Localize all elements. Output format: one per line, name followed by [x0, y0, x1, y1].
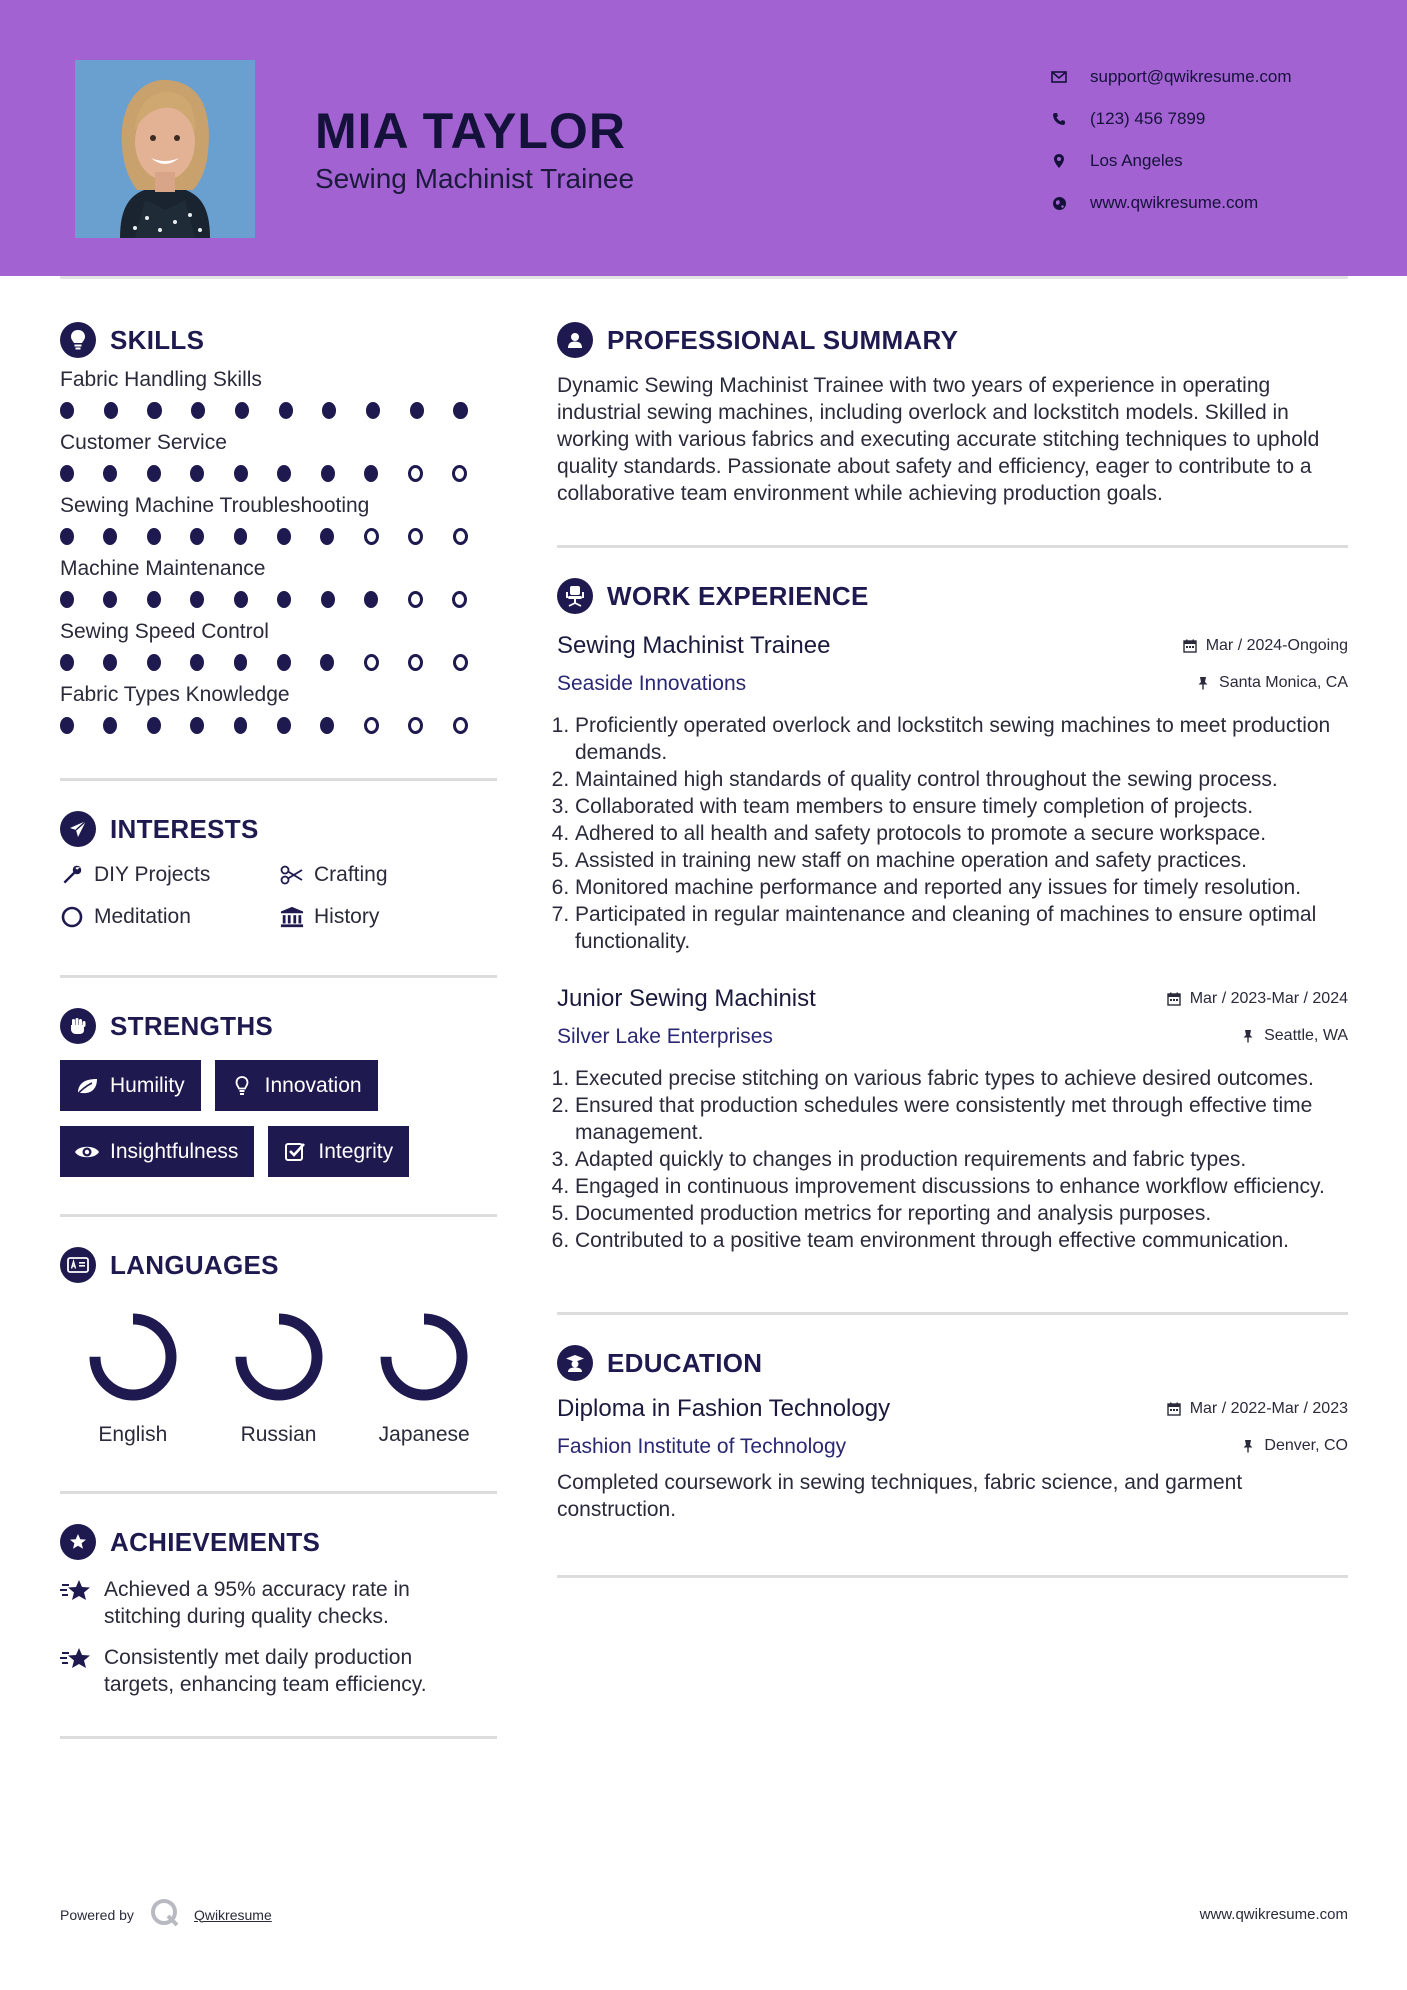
- education-dates-text: Mar / 2022-Mar / 2023: [1189, 1400, 1348, 1417]
- language-level-ring: [233, 1311, 325, 1403]
- duty-item: 5. Documented production metrics for reporting and analysis purposes.: [575, 1200, 1348, 1227]
- job-dates: [1182, 637, 1348, 655]
- rating-dot-filled: [234, 654, 248, 671]
- achievements-section: [60, 1522, 497, 1698]
- fist-icon: [60, 1008, 96, 1044]
- rating-dot-filled: [453, 402, 467, 419]
- skill-item: [60, 431, 497, 482]
- skill-rating: [60, 528, 497, 545]
- language-item: [351, 1311, 497, 1447]
- language-level-arc: [95, 1319, 171, 1395]
- rating-dot-filled: [147, 465, 161, 482]
- rating-dot-empty: [408, 465, 423, 482]
- education-location-text: Denver, CO: [1264, 1437, 1348, 1454]
- skill-name: Sewing Machine Troubleshooting: [60, 494, 370, 517]
- job-duties: [557, 712, 1348, 955]
- rating-dot-filled: [320, 654, 334, 671]
- strength-label: Humility: [110, 1073, 185, 1097]
- rating-dot-empty: [364, 717, 379, 734]
- resume-header: [0, 0, 1407, 276]
- duty-item: 6. Monitored machine performance and reported any issues for timely resolution.: [575, 874, 1348, 901]
- skill-rating: [60, 654, 497, 671]
- rating-dot-filled: [277, 528, 291, 545]
- calendar-icon: [1166, 1401, 1182, 1417]
- duty-item: 2. Maintained high standards of quality control throughout the sewing process.: [575, 766, 1348, 793]
- candidate-role: Sewing Machinist Trainee: [315, 163, 635, 194]
- strength-tag: [215, 1060, 378, 1111]
- job-location: [1240, 1027, 1348, 1045]
- language-item: [206, 1311, 352, 1447]
- rating-dot-filled: [147, 654, 161, 671]
- contact-location-text: Los Angeles: [1090, 151, 1183, 170]
- strength-label: Insightfulness: [110, 1139, 239, 1163]
- skill-item: [60, 494, 497, 545]
- duty-item: 5. Assisted in training new staff on machine operation and safety practices.: [575, 847, 1348, 874]
- job-entry: [557, 632, 1348, 955]
- interest-item: [60, 905, 280, 929]
- strength-tags: [60, 1060, 497, 1192]
- rating-dot-filled: [279, 402, 293, 419]
- rating-dot-filled: [364, 591, 378, 608]
- contact-website-text: www.qwikresume.com: [1090, 193, 1259, 212]
- contact-email-text: support@qwikresume.com: [1090, 67, 1292, 86]
- section-divider: [60, 1491, 497, 1494]
- language-level-ring: [378, 1311, 470, 1403]
- leaf-icon: [74, 1075, 100, 1097]
- rating-dot-filled: [234, 717, 248, 734]
- languages-heading: [60, 1245, 497, 1285]
- languages-section: [60, 1245, 497, 1447]
- rating-dot-filled: [103, 717, 117, 734]
- job-title: Sewing Machinist Trainee: [557, 632, 831, 659]
- pushpin-icon: [1195, 675, 1211, 691]
- education-location: [1240, 1437, 1348, 1455]
- education-heading: [557, 1343, 1348, 1383]
- brand-link[interactable]: Qwikresume: [193, 1906, 272, 1923]
- rating-dot-empty: [453, 717, 468, 734]
- footer-website[interactable]: www.qwikresume.com: [1199, 1906, 1348, 1923]
- powered-by-text: Powered by: [60, 1906, 134, 1923]
- rating-dot-filled: [60, 402, 74, 419]
- museum-icon: [280, 905, 304, 929]
- interests-list: [60, 863, 497, 929]
- education-section: [557, 1343, 1348, 1523]
- lightbulb-icon: [229, 1075, 255, 1097]
- qwikresume-logo-icon: [150, 1898, 180, 1931]
- rating-dot-filled: [234, 591, 248, 608]
- school-name: Fashion Institute of Technology: [557, 1435, 847, 1458]
- rating-dot-filled: [366, 402, 380, 419]
- job-dates: [1166, 990, 1348, 1008]
- pushpin-icon: [1240, 1028, 1256, 1044]
- language-name: Japanese: [378, 1423, 470, 1446]
- rating-dot-filled: [147, 717, 161, 734]
- language-level-arc: [241, 1319, 317, 1395]
- language-level-arc: [386, 1319, 462, 1395]
- interests-section: [60, 809, 497, 929]
- education-dates: [1166, 1400, 1348, 1418]
- language-card-icon: [60, 1247, 96, 1283]
- rating-dot-filled: [190, 528, 204, 545]
- rating-dot-filled: [320, 717, 334, 734]
- section-divider: [557, 1312, 1348, 1315]
- job-location-text: Seattle, WA: [1264, 1027, 1348, 1044]
- language-name: English: [98, 1423, 168, 1446]
- phone-icon: [1050, 110, 1068, 128]
- experience-heading: [557, 576, 1348, 616]
- rating-dot-empty: [408, 717, 423, 734]
- summary-text: Dynamic Sewing Machinist Trainee with two years of experience in operating industrial sewing machines, including overlock and lockstitch models. Skilled in working with various fabrics and executing accurate stitching techniques to uphold quality standards. Passionate about safety and efficiency, eager to contribute to a collaborative team environment while achieving production goals.: [557, 374, 1320, 505]
- rating-dot-filled: [103, 465, 117, 482]
- language-item: [60, 1311, 206, 1447]
- map-pin-icon: [1050, 152, 1068, 170]
- calendar-icon: [1166, 991, 1182, 1007]
- company-name: Silver Lake Enterprises: [557, 1025, 773, 1048]
- skill-name: Sewing Speed Control: [60, 620, 269, 643]
- rating-dot-filled: [60, 591, 74, 608]
- skill-item: [60, 368, 497, 419]
- rating-dot-filled: [60, 528, 74, 545]
- rating-dot-filled: [322, 402, 336, 419]
- globe-icon: [1050, 194, 1068, 212]
- skill-name: Machine Maintenance: [60, 557, 266, 580]
- experience-title: WORK EXPERIENCE: [607, 580, 869, 611]
- rating-dot-filled: [147, 402, 161, 419]
- rating-dot-filled: [103, 591, 117, 608]
- right-column: [557, 320, 1348, 1578]
- rating-dot-empty: [408, 591, 423, 608]
- envelope-icon: [1050, 68, 1068, 86]
- rating-dot-empty: [408, 528, 423, 545]
- scissors-icon: [280, 863, 304, 887]
- rating-dot-filled: [277, 465, 291, 482]
- section-divider: [557, 545, 1348, 548]
- duty-item: 2. Ensured that production schedules were consistently met through effective time management.: [575, 1092, 1348, 1146]
- section-divider: [60, 1214, 497, 1217]
- rating-dot-filled: [60, 717, 74, 734]
- skills-title: SKILLS: [110, 324, 205, 355]
- rating-dot-empty: [453, 654, 468, 671]
- interest-item: [280, 863, 490, 887]
- rating-dot-filled: [103, 528, 117, 545]
- section-divider: [60, 778, 497, 781]
- skill-rating: [60, 465, 497, 482]
- job-location-text: Santa Monica, CA: [1219, 674, 1348, 691]
- rating-dot-filled: [60, 654, 74, 671]
- language-level-ring: [87, 1311, 179, 1403]
- rating-dot-filled: [103, 654, 117, 671]
- rating-dot-filled: [321, 465, 335, 482]
- rating-dot-filled: [190, 465, 204, 482]
- office-chair-icon: [557, 578, 593, 614]
- contact-phone-text: (123) 456 7899: [1090, 109, 1206, 128]
- rating-dot-filled: [320, 528, 334, 545]
- rating-dot-filled: [190, 654, 204, 671]
- pushpin-icon: [1240, 1438, 1256, 1454]
- duty-item: 3. Collaborated with team members to ensure timely completion of projects.: [575, 793, 1348, 820]
- rating-dot-filled: [321, 591, 335, 608]
- duty-item: 1. Executed precise stitching on various fabric types to achieve desired outcomes.: [575, 1065, 1348, 1092]
- skill-name: Fabric Types Knowledge: [60, 683, 290, 706]
- rating-dot-empty: [452, 465, 467, 482]
- header-divider: [60, 276, 1348, 279]
- skills-list: [60, 368, 497, 734]
- skill-rating: [60, 591, 497, 608]
- summary-heading: [557, 320, 1348, 360]
- rating-dot-filled: [410, 402, 424, 419]
- company-name: Seaside Innovations: [557, 672, 747, 695]
- strengths-heading: [60, 1006, 497, 1046]
- languages-list: [60, 1311, 497, 1447]
- rating-dot-filled: [190, 717, 204, 734]
- languages-title: LANGUAGES: [110, 1249, 279, 1280]
- interest-item: [280, 905, 490, 929]
- contact-location: [1050, 140, 1292, 182]
- rating-dot-empty: [364, 528, 379, 545]
- achievement-text: Consistently met daily production targets, enhancing team efficiency.: [104, 1646, 427, 1696]
- achievements-heading: [60, 1522, 497, 1562]
- profile-photo: [75, 60, 255, 238]
- strengths-section: [60, 1006, 497, 1192]
- skill-item: [60, 620, 497, 671]
- check-square-icon: [282, 1141, 308, 1163]
- skills-heading: [60, 320, 497, 360]
- strength-label: Innovation: [264, 1073, 362, 1097]
- rating-dot-filled: [190, 591, 204, 608]
- achievement-text: Achieved a 95% accuracy rate in stitching during quality checks.: [104, 1578, 410, 1628]
- section-divider: [60, 975, 497, 978]
- star-icon: [60, 1576, 92, 1630]
- user-icon: [557, 322, 593, 358]
- language-name: Russian: [240, 1423, 317, 1446]
- star-icon: [60, 1644, 92, 1698]
- skill-rating: [60, 402, 497, 419]
- rating-dot-filled: [234, 465, 248, 482]
- contact-email[interactable]: [1050, 56, 1292, 98]
- skills-section: [60, 320, 497, 734]
- experience-section: [557, 576, 1348, 1254]
- graduate-icon: [557, 1345, 593, 1381]
- calendar-icon: [1182, 638, 1198, 654]
- strengths-title: STRENGTHS: [110, 1010, 274, 1041]
- rating-dot-filled: [364, 465, 378, 482]
- rating-dot-filled: [104, 402, 118, 419]
- star-badge-icon: [60, 1524, 96, 1560]
- skill-rating: [60, 717, 497, 734]
- degree-title: Diploma in Fashion Technology: [557, 1395, 891, 1422]
- rating-dot-filled: [234, 528, 248, 545]
- job-entry: [557, 985, 1348, 1254]
- rating-dot-empty: [408, 654, 423, 671]
- skill-name: Customer Service: [60, 431, 227, 454]
- duty-item: 7. Participated in regular maintenance and cleaning of machines to ensure optimal functionality.: [575, 901, 1348, 955]
- rating-dot-empty: [364, 654, 379, 671]
- job-location: [1195, 674, 1348, 692]
- summary-section: [557, 320, 1348, 507]
- footer-powered-by: [60, 1898, 272, 1931]
- rating-dot-empty: [452, 591, 467, 608]
- strength-tag: [268, 1126, 409, 1177]
- skill-item: [60, 557, 497, 608]
- left-column: [60, 320, 497, 1739]
- strength-tag: [60, 1126, 254, 1177]
- skill-name: Fabric Handling Skills: [60, 368, 262, 391]
- rating-dot-empty: [453, 528, 468, 545]
- job-duties: [557, 1065, 1348, 1254]
- circle-icon: [60, 905, 84, 929]
- strength-tag: [60, 1060, 201, 1111]
- rating-dot-filled: [191, 402, 205, 419]
- section-divider: [557, 1575, 1348, 1578]
- achievement-item: [60, 1644, 497, 1698]
- achievement-item: [60, 1576, 497, 1630]
- interests-title: INTERESTS: [110, 813, 259, 844]
- section-divider: [60, 1736, 497, 1739]
- interest-label: Meditation: [94, 905, 191, 928]
- rating-dot-filled: [235, 402, 249, 419]
- interest-label: DIY Projects: [94, 863, 211, 886]
- rating-dot-filled: [277, 591, 291, 608]
- rating-dot-filled: [277, 654, 291, 671]
- duty-item: 3. Adapted quickly to changes in production requirements and fabric types.: [575, 1146, 1348, 1173]
- rating-dot-filled: [147, 528, 161, 545]
- strength-label: Integrity: [318, 1139, 394, 1163]
- duty-item: 4. Engaged in continuous improvement discussions to enhance workflow efficiency.: [575, 1173, 1348, 1200]
- paper-plane-icon: [60, 811, 96, 847]
- rating-dot-filled: [277, 717, 291, 734]
- interest-label: Crafting: [314, 863, 388, 886]
- rating-dot-filled: [147, 591, 161, 608]
- summary-title: PROFESSIONAL SUMMARY: [607, 324, 959, 355]
- job-title: Junior Sewing Machinist: [557, 985, 816, 1012]
- interest-label: History: [314, 905, 380, 928]
- wrench-icon: [60, 863, 84, 887]
- interests-heading: [60, 809, 497, 849]
- contact-phone[interactable]: [1050, 98, 1292, 140]
- duty-item: 4. Adhered to all health and safety protocols to promote a secure workspace.: [575, 820, 1348, 847]
- achievements-title: ACHIEVEMENTS: [110, 1526, 321, 1557]
- interest-item: [60, 863, 280, 887]
- rating-dot-filled: [60, 465, 74, 482]
- duty-item: 1. Proficiently operated overlock and lockstitch sewing machines to meet production demands.: [575, 712, 1348, 766]
- education-title: EDUCATION: [607, 1347, 763, 1378]
- lightbulb-icon: [60, 322, 96, 358]
- duty-item: 6. Contributed to a positive team environment through effective communication.: [575, 1227, 1348, 1254]
- education-description: Completed coursework in sewing techniques, fabric science, and garment construction.: [557, 1471, 1243, 1521]
- candidate-name: MIA TAYLOR: [315, 103, 626, 159]
- contact-list: [1050, 56, 1292, 224]
- job-dates-text: Mar / 2023-Mar / 2024: [1189, 990, 1348, 1007]
- contact-website[interactable]: [1050, 182, 1292, 224]
- job-dates-text: Mar / 2024-Ongoing: [1205, 637, 1348, 654]
- eye-icon: [74, 1141, 100, 1163]
- skill-item: [60, 683, 497, 734]
